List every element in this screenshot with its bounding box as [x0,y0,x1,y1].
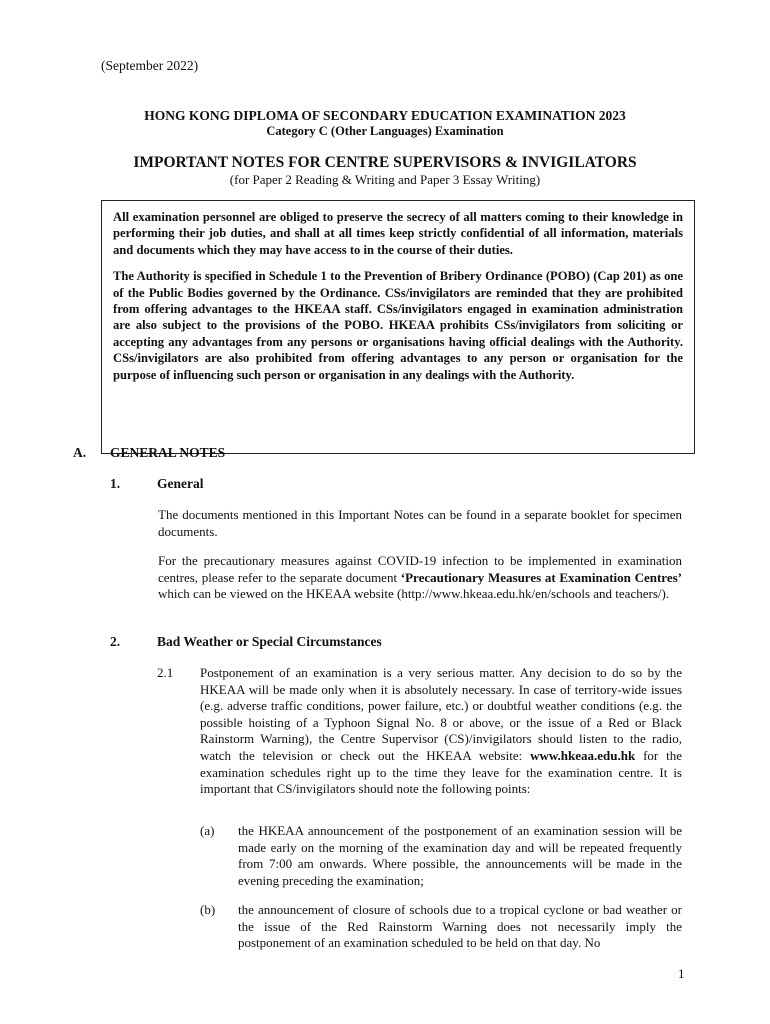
clause-2-1-text-start: Postponement of an examination is a very serious matter. Any decision to do so by the HKEAA will be made only when it is absolutely necessary. In case of territory-wide issues (e.g. adverse traffic conditions, power failure, etc.) or doubtful weather conditions (e.g. the possible hoisting of a Typhoon Signal No. 8 or above, or the issue of a Red or Black Rainstorm Warning), the Centre Supervisor (CS)/invigilators should listen to the radio, watch the television or check out the HKEAA website: [200,665,682,763]
notice-paragraph-secrecy: All examination personnel are obliged to preserve the secrecy of all matters coming to their knowledge in performing their job duties, and shall at all times keep strictly confidential of all information, materials and documents which they may have access to in the course of their duties. [113,210,683,257]
confidentiality-notice-box [101,200,695,454]
item-a-label: (a) [200,823,215,838]
general-paragraph-covid [158,553,682,603]
covid-document-name: ‘Precautionary Measures at Examination Centres’ [400,569,683,585]
document-date: (September 2022) [101,58,199,73]
item-a-text: the HKEAA announcement of the postponement of an examination session will be made early on the morning of the examination day and will be repeated frequently from 7:00 am onwards. Where possible, the announcements will be made in the evening preceding the examination; [238,823,682,888]
subsection-1-number: 1. [110,476,121,491]
item-b-label: (b) [200,902,216,917]
clause-2-1-text-end: for the examination schedules right up to the time they leave for the examination centre. It is important that CS/invigilators should note the following points: [200,747,682,797]
subsection-2-title: Bad Weather or Special Circumstances [157,634,382,649]
clause-2-1-text [200,665,682,798]
exam-category: Category C (Other Languages) Examination [266,124,504,138]
subsection-1-title: General [157,476,204,491]
page-number: 1 [678,966,685,981]
clause-2-1-number: 2.1 [157,665,174,680]
hkeaa-website: www.hkeaa.edu.hk [530,747,636,763]
notice-paragraph-pobo: The Authority is specified in Schedule 1 to the Prevention of Bribery Ordinance (POBO) (Cap 201) as one of the Public Bodies governed by the Ordinance. CSs/invigilators are reminded that they are prohibited from offering advantages to the HKEAA staff. CSs/invigilators engaged in examination administration are also subject to the provisions of the POBO. HKEAA prohibits CSs/invigilators from soliciting or accepting any advantages from any persons or organisations having official dealings with the Authority. CSs/invigilators are also prohibited from offering advantages to any person or organisation for the purpose of influencing such person or organisation in any dealings with the Authority. [113,269,683,382]
subsection-2-number: 2. [110,634,121,649]
section-a-title: GENERAL NOTES [110,445,226,460]
section-a-letter: A. [73,445,87,460]
exam-title: HONG KONG DIPLOMA OF SECONDARY EDUCATION EXAMINATION 2023 [144,108,626,123]
page-subheading: (for Paper 2 Reading & Writing and Paper 3 Essay Writing) [229,172,541,187]
covid-text-start: For the precautionary measures against COVID-19 infection to be implemented in examination centres, please refer to the separate document [158,553,682,585]
covid-text-end: which can be viewed on the HKEAA website (http://www.hkeaa.edu.hk/en/schools and teachers/). [158,586,670,602]
item-b-text: the announcement of closure of schools due to a tropical cyclone or bad weather or the issue of the Red Rainstorm Warning does not necessarily imply the postponement of an examination scheduled to be held on that day. No [238,902,682,951]
page-heading: IMPORTANT NOTES FOR CENTRE SUPERVISORS & INVIGILATORS [133,154,637,171]
general-paragraph-documents: The documents mentioned in this Important Notes can be found in a separate booklet for specimen documents. [158,507,682,539]
